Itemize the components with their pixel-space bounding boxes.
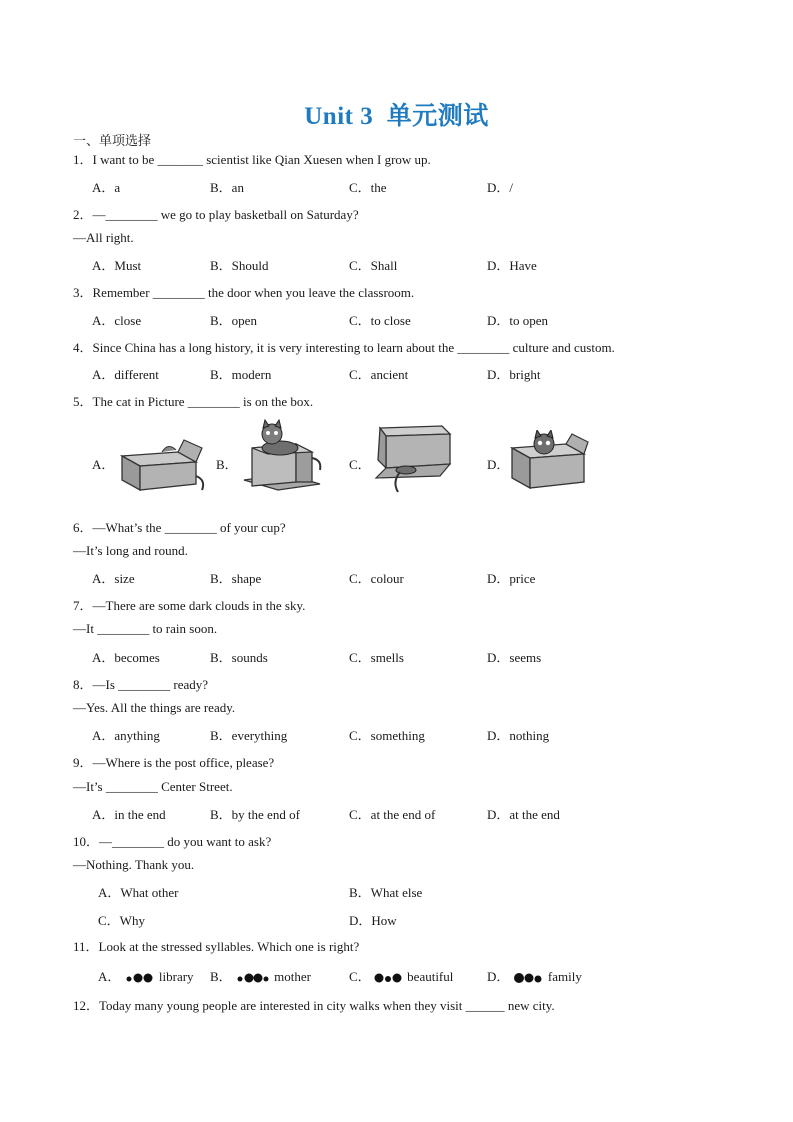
q4-option-a[interactable]: A．different: [92, 367, 159, 382]
question-11: 11．Look at the stressed syllables. Which one is right?: [73, 939, 360, 954]
question-5: 5．The cat in Picture ________ is on the box.: [73, 394, 314, 409]
q11-word-c: beautiful: [407, 969, 454, 984]
question-9: 9．—Where is the post office, please?: [73, 755, 275, 770]
q4-option-c[interactable]: C．ancient: [349, 367, 409, 382]
q7-option-d[interactable]: D．seems: [487, 650, 542, 665]
q9-response: —It’s ________ Center Street.: [73, 779, 233, 794]
q11-option-c-letter: C．: [349, 969, 371, 984]
question-10: 10．—________ do you want to ask?: [73, 834, 272, 849]
q9-option-a[interactable]: A．in the end: [92, 807, 166, 822]
question-1: 1．I want to be _______ scientist like Qian Xuesen when I grow up.: [73, 152, 431, 167]
q10-option-d[interactable]: D．How: [349, 913, 397, 928]
section-heading: 一、单项选择: [73, 134, 152, 149]
q6-option-b[interactable]: B．shape: [210, 571, 262, 586]
q3-option-d[interactable]: D．to open: [487, 313, 549, 328]
q9-option-c[interactable]: C．at the end of: [349, 807, 436, 822]
q5-option-b[interactable]: B．: [216, 457, 238, 472]
q1-option-c[interactable]: C．the: [349, 180, 387, 195]
q9-option-b[interactable]: B．by the end of: [210, 807, 300, 822]
q11-word-d: family: [547, 969, 582, 984]
q11-option-c[interactable]: [349, 966, 453, 985]
q10-response: —Nothing. Thank you.: [73, 857, 195, 872]
q10-option-c[interactable]: C．Why: [98, 913, 145, 928]
q7-option-c[interactable]: C．smells: [349, 650, 404, 665]
q3-option-a[interactable]: A．close: [92, 313, 142, 328]
q2-option-a[interactable]: A．Must: [92, 258, 142, 273]
q11-option-a-letter: A．: [98, 969, 121, 984]
q11-option-d-letter: D．: [487, 969, 510, 984]
cat-behind-box-picture[interactable]: [118, 434, 213, 492]
q6-option-c[interactable]: C．colour: [349, 571, 404, 586]
q1-option-a[interactable]: A．a: [92, 180, 121, 195]
q11-word-a: library: [158, 969, 194, 984]
q11-word-b: mother: [274, 969, 311, 984]
q4-option-b[interactable]: B．modern: [210, 367, 272, 382]
q8-response: —Yes. All the things are ready.: [73, 700, 236, 715]
stress-pattern-icon: [374, 972, 402, 984]
question-6: 6．—What’s the ________ of your cup?: [73, 520, 286, 535]
q6-option-a[interactable]: A．size: [92, 571, 135, 586]
question-8: 8．—Is ________ ready?: [73, 677, 209, 692]
q8-option-b[interactable]: B．everything: [210, 728, 288, 743]
q11-option-a[interactable]: [98, 966, 194, 985]
q3-option-c[interactable]: C．to close: [349, 313, 411, 328]
q4-option-d[interactable]: D．bright: [487, 367, 541, 382]
q8-option-c[interactable]: C．something: [349, 728, 425, 743]
q11-option-d[interactable]: [487, 966, 582, 985]
q1-option-b[interactable]: B．an: [210, 180, 244, 195]
q3-option-b[interactable]: B．open: [210, 313, 257, 328]
q2-option-c[interactable]: C．Shall: [349, 258, 398, 273]
q11-option-b-letter: B．: [210, 969, 232, 984]
q2-option-d[interactable]: D．Have: [487, 258, 537, 273]
title-unit: Unit 3: [304, 103, 374, 130]
page-title: [0, 96, 793, 132]
q6-option-d[interactable]: D．price: [487, 571, 536, 586]
q5-option-c[interactable]: C．: [349, 457, 371, 472]
cat-in-box-picture[interactable]: [508, 430, 592, 492]
question-7: 7．—There are some dark clouds in the sky.: [73, 598, 306, 613]
q7-option-b[interactable]: B．sounds: [210, 650, 268, 665]
q8-option-d[interactable]: D．nothing: [487, 728, 550, 743]
question-12: 12．Today many young people are interested in city walks when they visit ______ new city.: [73, 998, 555, 1013]
q2-response: —All right.: [73, 230, 134, 245]
title-cn: 单元测试: [386, 101, 489, 130]
q7-response: —It ________ to rain soon.: [73, 621, 218, 636]
q1-option-d[interactable]: D．/: [487, 180, 514, 195]
cat-on-box-picture[interactable]: [238, 418, 328, 498]
stress-pattern-icon: [513, 972, 543, 984]
q2-option-b[interactable]: B．Should: [210, 258, 269, 273]
cat-under-box-picture[interactable]: [370, 424, 460, 496]
question-4: 4．Since China has a long history, it is very interesting to learn about the ________ culture and custom.: [73, 340, 615, 355]
q5-option-a[interactable]: A．: [92, 457, 115, 472]
q10-option-b[interactable]: B．What else: [349, 885, 423, 900]
q8-option-a[interactable]: A．anything: [92, 728, 160, 743]
q11-option-b[interactable]: [210, 966, 311, 985]
q5-option-d[interactable]: D．: [487, 457, 510, 472]
q6-response: —It’s long and round.: [73, 543, 188, 558]
q7-option-a[interactable]: A．becomes: [92, 650, 160, 665]
q10-option-a[interactable]: A．What other: [98, 885, 179, 900]
stress-pattern-icon: [124, 972, 154, 984]
q9-option-d[interactable]: D．at the end: [487, 807, 560, 822]
stress-pattern-icon: [235, 972, 269, 984]
question-2: 2．—________ we go to play basketball on Saturday?: [73, 207, 359, 222]
question-3: 3．Remember ________ the door when you leave the classroom.: [73, 285, 415, 300]
